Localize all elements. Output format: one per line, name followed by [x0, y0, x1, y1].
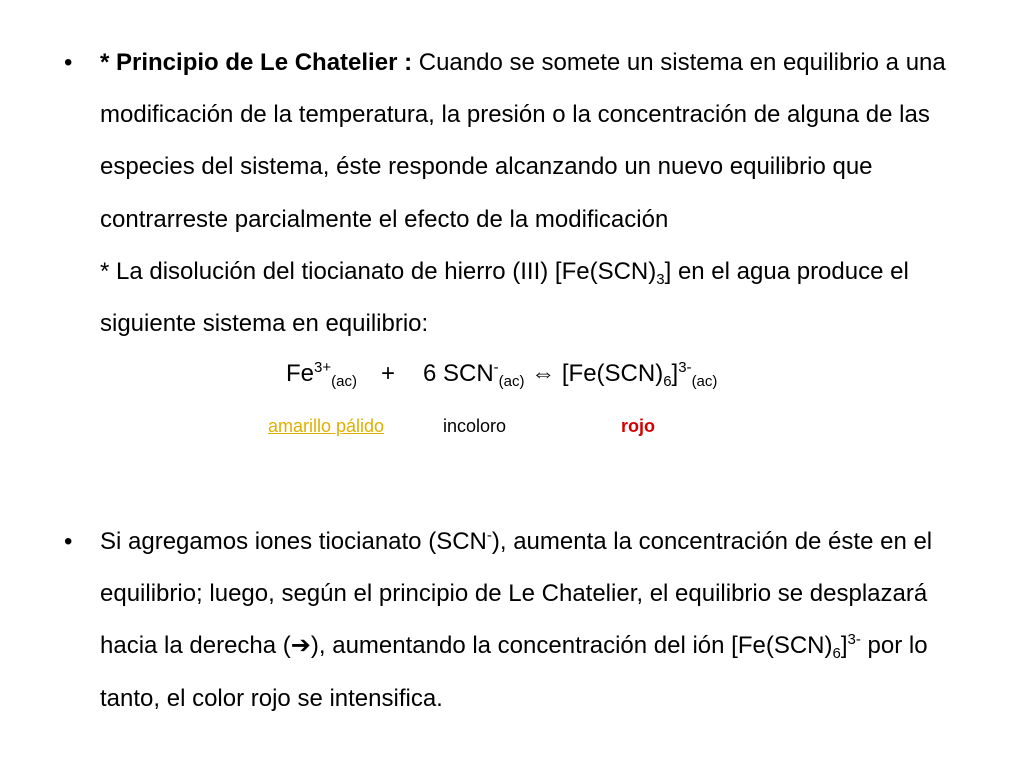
dissolution-subscript: 3	[656, 270, 665, 288]
bullet-1: •	[64, 49, 73, 76]
para2-complex-charge: 3-	[847, 631, 861, 649]
dissolution-text-start: * La disolución del tiocianato de hierro (III) [Fe(SCN)	[100, 257, 657, 285]
bullet-2: •	[64, 528, 73, 555]
complex-charge: 3-	[678, 359, 692, 376]
fe-charge: 3+	[314, 359, 332, 376]
scn-phase: (ac)	[498, 373, 525, 390]
scn-charge: -	[493, 359, 499, 376]
complex-phase: (ac)	[691, 373, 718, 390]
fe-phase: (ac)	[331, 373, 357, 390]
principle-text: Cuando se somete un sistema en equilibrio a una modificación de la temperatura, la presión o la concentración de alguna de las especies del sistema, éste responde alcanzando un nuevo equilibrio que contrarreste parcialmente el efecto de la modificación	[100, 49, 946, 233]
para2-text-4: ]	[840, 632, 848, 660]
plus-sign: +	[380, 360, 395, 387]
right-arrow-icon: ➔	[290, 632, 311, 660]
para2-text-3: ), aumentando la concentración del ión [Fe(SCN)	[310, 632, 833, 660]
para2-text-5: por lo tanto, el color rojo se intensifica.	[100, 632, 928, 712]
label-incoloro: incoloro	[443, 416, 507, 436]
complex-ion: [Fe(SCN)	[561, 360, 664, 387]
complex-subscript: 6	[663, 373, 672, 390]
equilibrium-arrow-icon: ⇔	[531, 360, 556, 387]
para2-text-2: ), aumenta la concentración de éste en el equilibrio; luego, según el principio de Le Chatelier, el equilibrio se desplazará hacia la derecha (	[100, 528, 933, 660]
para2-subscript: 6	[832, 645, 841, 663]
label-rojo: rojo	[621, 416, 655, 436]
paragraph-thiocyanate	[100, 516, 970, 725]
label-amarillo-palido: amarillo pálido	[268, 416, 385, 436]
para2-scn-charge: -	[486, 527, 492, 544]
para2-text-1: Si agregamos iones tiocianato (SCN	[100, 528, 487, 555]
paragraph-le-chatelier	[100, 37, 970, 350]
dissolution-text-end: ] en el agua produce el siguiente sistema en equilibrio:	[100, 257, 909, 338]
scn-ion: 6 SCN	[422, 360, 494, 387]
complex-close: ]	[671, 360, 679, 387]
principle-label: * Principio de Le Chatelier :	[100, 49, 413, 76]
color-labels	[0, 416, 1024, 446]
fe-ion: Fe	[286, 360, 315, 387]
equilibrium-equation	[286, 354, 717, 394]
